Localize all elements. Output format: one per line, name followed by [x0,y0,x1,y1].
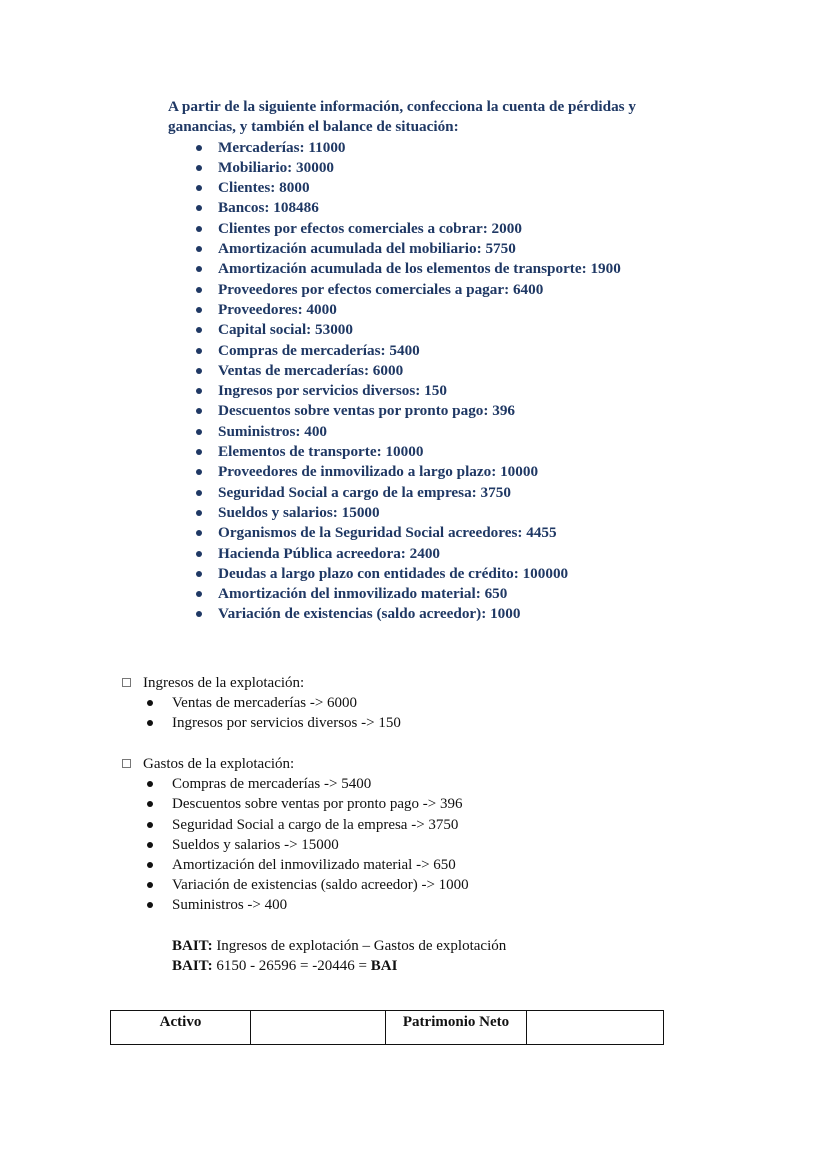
table-cell [251,1011,386,1045]
bullet-icon [196,469,202,475]
bullet-icon [196,490,202,496]
list-item: Mobiliario: 30000 [168,158,668,178]
list-item: Bancos: 108486 [168,198,668,218]
list-item: Proveedores: 4000 [168,300,668,320]
list-item: Amortización del inmovilizado material: 650 [168,584,668,604]
ingresos-section [122,673,401,734]
bullet-icon [196,266,202,272]
list-item: Deudas a largo plazo con entidades de crédito: 100000 [168,564,668,584]
bullet-icon [147,842,153,848]
checkbox-icon [122,678,131,687]
bullet-icon [147,781,153,787]
gastos-section [122,754,469,916]
bullet-icon [196,327,202,333]
list-item: Ingresos por servicios diversos: 150 [168,381,668,401]
list-item: Clientes por efectos comerciales a cobrar: 2000 [168,219,668,239]
bullet-icon [147,801,153,807]
balance-table [110,1010,664,1045]
list-item: Capital social: 53000 [168,320,668,340]
list-item: Proveedores por efectos comerciales a pagar: 6400 [168,280,668,300]
bullet-icon [196,246,202,252]
list-item: Variación de existencias (saldo acreedor) -> 1000 [122,875,469,895]
list-item: Seguridad Social a cargo de la empresa -> 3750 [122,815,469,835]
bullet-icon [147,822,153,828]
bullet-icon [196,388,202,394]
list-item: Organismos de la Seguridad Social acreedores: 4455 [168,523,668,543]
list-item: Suministros: 400 [168,422,668,442]
bullet-icon [147,902,153,908]
list-item: Descuentos sobre ventas por pronto pago -> 396 [122,794,469,814]
table-cell [527,1011,664,1045]
exercise-intro: A partir de la siguiente información, confecciona la cuenta de pérdidas y ganancias, y también el balance de situación: [168,98,636,136]
bullet-icon [196,165,202,171]
accounts-list [168,138,668,625]
bullet-icon [196,145,202,151]
bullet-icon [196,611,202,617]
list-item: Ventas de mercaderías: 6000 [168,361,668,381]
list-item: Sueldos y salarios -> 15000 [122,835,469,855]
list-item: Amortización acumulada del mobiliario: 5750 [168,239,668,259]
list-item: Mercaderías: 11000 [168,138,668,158]
list-item: Suministros -> 400 [122,895,469,915]
bullet-icon [196,408,202,414]
bullet-icon [196,368,202,374]
ingresos-list [122,693,401,733]
bullet-icon [196,591,202,597]
bait-block [172,936,506,976]
list-item: Sueldos y salarios: 15000 [168,503,668,523]
list-item: Ingresos por servicios diversos -> 150 [122,713,401,733]
list-item: Seguridad Social a cargo de la empresa: 3750 [168,483,668,503]
bait-formula: BAIT: Ingresos de explotación – Gastos de explotación [172,938,507,954]
list-item: Descuentos sobre ventas por pronto pago: 396 [168,401,668,421]
list-item: Variación de existencias (saldo acreedor): 1000 [168,604,668,624]
bullet-icon [196,287,202,293]
bullet-icon [196,429,202,435]
bullet-icon [147,882,153,888]
list-item: Ventas de mercaderías -> 6000 [122,693,401,713]
gastos-heading: Gastos de la explotación: [122,754,469,774]
bullet-icon [196,185,202,191]
list-item: Amortización acumulada de los elementos de transporte: 1900 [168,259,668,279]
list-item: Amortización del inmovilizado material -> 650 [122,855,469,875]
ingresos-heading: Ingresos de la explotación: [122,673,401,693]
bullet-icon [147,862,153,868]
checkbox-icon [122,759,131,768]
bullet-icon [196,510,202,516]
bullet-icon [147,700,153,706]
list-item: Compras de mercaderías: 5400 [168,341,668,361]
bait-calculation: BAIT: 6150 - 26596 = -20446 = BAI [172,958,398,975]
gastos-list [122,774,469,915]
table-row [111,1011,664,1045]
bullet-icon [196,307,202,313]
bullet-icon [196,226,202,232]
table-cell: Activo [111,1011,251,1045]
list-item: Hacienda Pública acreedora: 2400 [168,544,668,564]
bullet-icon [196,449,202,455]
bullet-icon [147,720,153,726]
bullet-icon [196,551,202,557]
list-item: Elementos de transporte: 10000 [168,442,668,462]
table-cell: Patrimonio Neto [386,1011,527,1045]
list-item: Clientes: 8000 [168,178,668,198]
list-item: Proveedores de inmovilizado a largo plazo: 10000 [168,462,668,482]
list-item: Compras de mercaderías -> 5400 [122,774,469,794]
exercise-statement [168,97,668,625]
bullet-icon [196,530,202,536]
bullet-icon [196,348,202,354]
bullet-icon [196,205,202,211]
bullet-icon [196,571,202,577]
